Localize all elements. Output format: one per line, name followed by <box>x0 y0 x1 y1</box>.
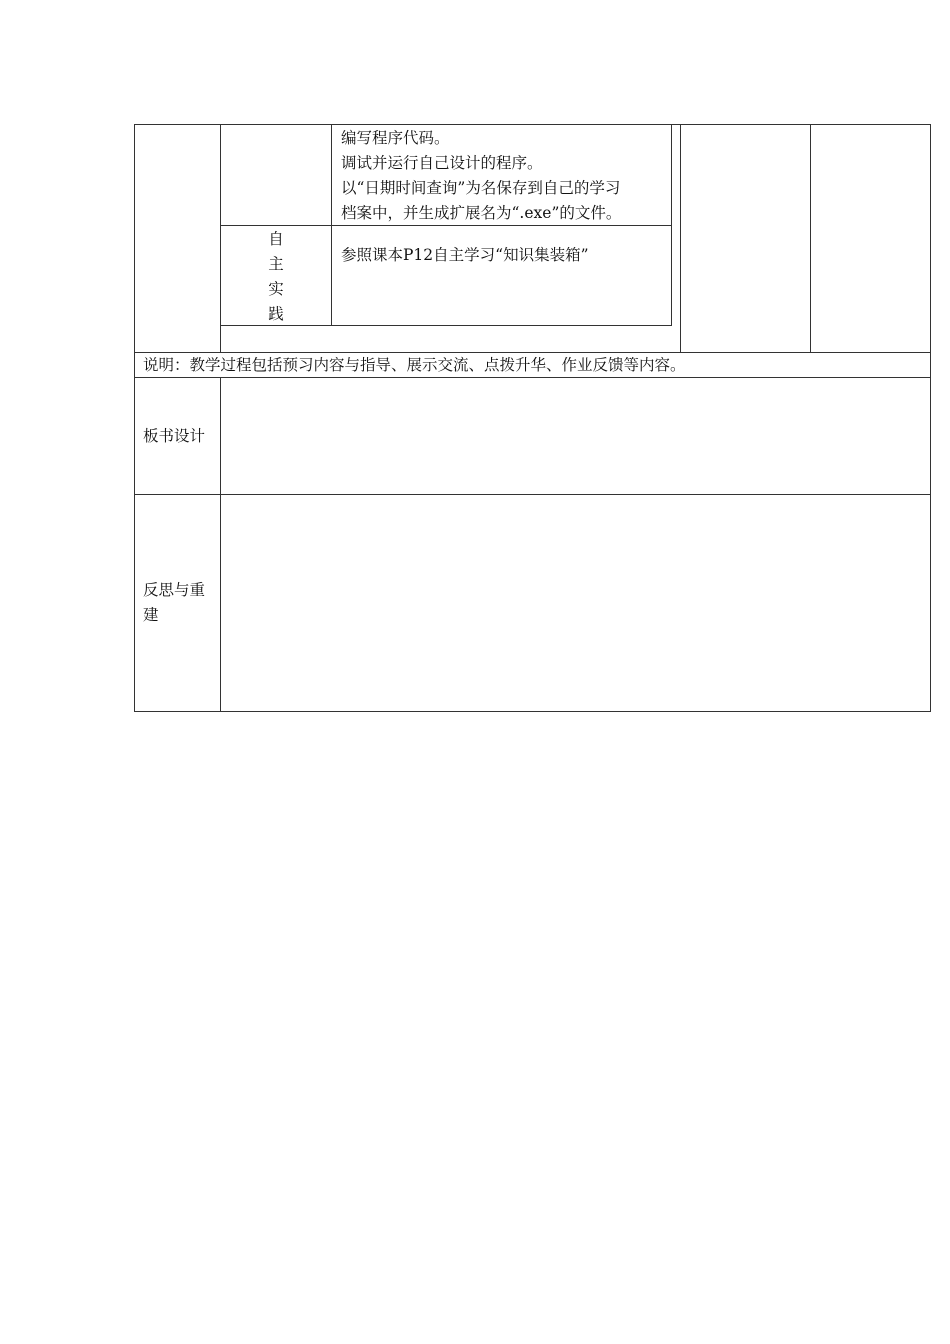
step-save-line2: 档案中，并生成扩展名为“.exe”的文件。 <box>341 204 622 222</box>
table-left-border <box>134 124 135 712</box>
reflection-content-cell <box>221 495 930 711</box>
inner-right-border <box>671 124 672 326</box>
step-save-line1: 以“日期时间查询”为名保存到自己的学习 <box>341 179 621 197</box>
self-practice-content: 参照课本P12自主学习“知识集装箱” <box>341 246 589 264</box>
step-write-code: 编写程序代码。 <box>341 129 450 147</box>
self-practice-char-3: 实 <box>268 280 284 298</box>
step-debug-run: 调试并运行自己设计的程序。 <box>341 154 543 172</box>
reflection-label-line1: 反思与重 <box>143 581 206 599</box>
table-right-border <box>930 124 931 712</box>
reflection-label-line2: 建 <box>143 606 159 624</box>
self-practice-char-1: 自 <box>268 230 284 248</box>
self-practice-char-2: 主 <box>268 255 284 273</box>
col3-divider <box>680 124 681 353</box>
table-top-border <box>134 124 931 125</box>
note-text: 说明：教学过程包括预习内容与指导、展示交流、点拨升华、作业反馈等内容。 <box>143 356 686 374</box>
self-practice-char-4: 践 <box>268 305 284 323</box>
col4-divider <box>810 124 811 353</box>
board-design-content-cell <box>221 378 930 494</box>
table-bottom-border <box>134 711 931 712</box>
inner-col-divider <box>331 124 332 326</box>
self-practice-label <box>221 227 331 327</box>
board-design-label: 板书设计 <box>143 427 206 445</box>
